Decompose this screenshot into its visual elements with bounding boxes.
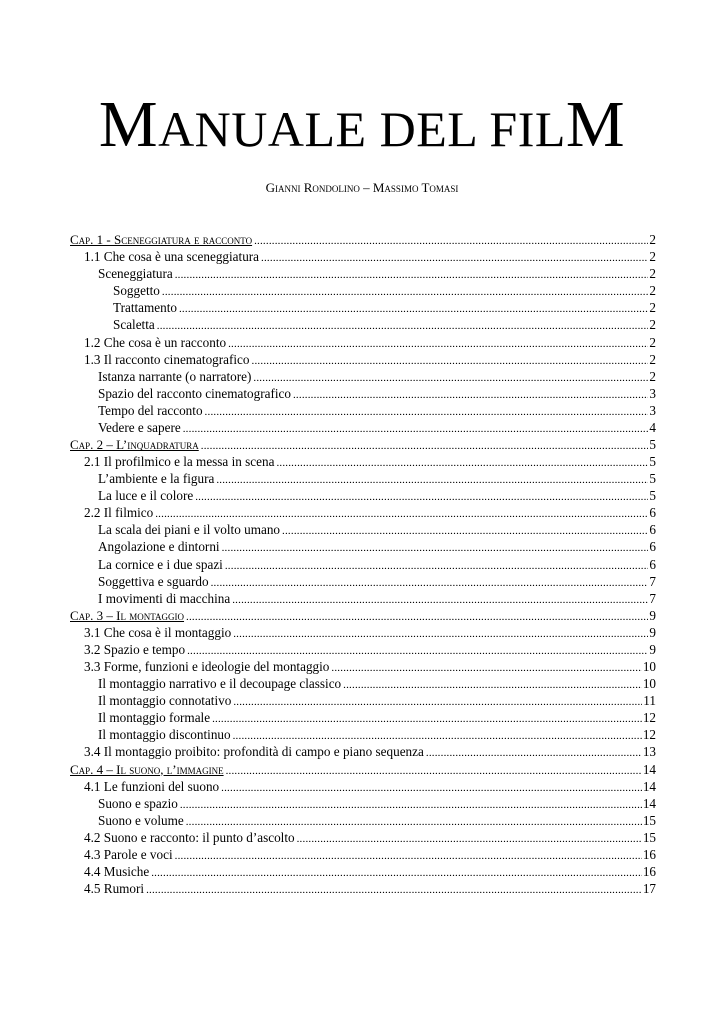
toc-page-number: 12	[642, 727, 656, 743]
toc-page-number: 11	[643, 693, 656, 709]
toc-dot-leader	[162, 284, 649, 296]
toc-entry-title: Sceneggiatura	[98, 266, 173, 282]
toc-entry-title: Istanza narrante (o narratore)	[98, 368, 252, 384]
table-of-contents	[70, 230, 656, 896]
toc-entry[interactable]	[70, 742, 656, 759]
toc-entry[interactable]	[70, 674, 656, 691]
toc-entry[interactable]	[70, 845, 656, 862]
toc-entry-title: 3.2 Spazio e tempo	[84, 641, 186, 657]
toc-entry-title: Il montaggio narrativo e il decoupage classico	[98, 676, 342, 692]
toc-entry[interactable]	[70, 725, 656, 742]
toc-entry[interactable]	[70, 315, 656, 332]
toc-page-number: 3	[649, 385, 656, 401]
toc-dot-leader	[216, 472, 648, 484]
toc-entry[interactable]	[70, 640, 656, 657]
toc-page-number: 7	[649, 590, 656, 606]
toc-page-number: 2	[649, 249, 656, 265]
toc-page-number: 16	[642, 846, 656, 862]
toc-entry[interactable]	[70, 589, 656, 606]
toc-dot-leader	[252, 353, 649, 365]
toc-page-number: 2	[649, 232, 656, 248]
toc-entry-title: La scala dei piani e il volto umano	[98, 522, 281, 538]
toc-dot-leader	[222, 540, 649, 552]
toc-chapter-entry[interactable]	[70, 435, 656, 452]
toc-dot-leader	[226, 763, 642, 775]
toc-entry[interactable]	[70, 486, 656, 503]
toc-dot-leader	[151, 865, 642, 877]
toc-page-number: 9	[649, 607, 656, 623]
toc-dot-leader	[187, 643, 648, 655]
toc-dot-leader	[233, 728, 642, 740]
toc-page-number: 2	[649, 317, 656, 333]
toc-dot-leader	[233, 694, 642, 706]
toc-entry[interactable]	[70, 384, 656, 401]
toc-dot-leader	[228, 336, 648, 348]
toc-entry[interactable]	[70, 298, 656, 315]
toc-entry-title: 1.3 Il racconto cinematografico	[84, 351, 250, 367]
toc-entry[interactable]	[70, 401, 656, 418]
toc-chapter-entry[interactable]	[70, 759, 656, 776]
toc-dot-leader	[211, 575, 649, 587]
toc-dot-leader	[426, 745, 642, 757]
toc-dot-leader	[155, 506, 648, 518]
toc-page-number: 6	[649, 539, 656, 555]
toc-page-number: 10	[642, 659, 656, 675]
toc-entry[interactable]	[70, 879, 656, 896]
toc-entry-title: Angolazione e dintorni	[98, 539, 220, 555]
toc-entry[interactable]	[70, 623, 656, 640]
toc-page-number: 16	[642, 863, 656, 879]
toc-page-number: 5	[649, 454, 656, 470]
toc-dot-leader	[293, 387, 648, 399]
toc-entry[interactable]	[70, 247, 656, 264]
toc-page-number: 6	[649, 505, 656, 521]
toc-page-number: 14	[642, 761, 656, 777]
toc-page-number: 5	[649, 488, 656, 504]
toc-chapter-entry[interactable]	[70, 606, 656, 623]
toc-entry-title: 4.2 Suono e racconto: il punto d’ascolto	[84, 829, 295, 845]
toc-page-number: 9	[649, 624, 656, 640]
toc-page-number: 5	[649, 437, 656, 453]
toc-entry-title: Suono e spazio	[98, 795, 178, 811]
toc-entry-title: 4.4 Musiche	[84, 863, 150, 879]
toc-page-number: 14	[642, 778, 656, 794]
toc-dot-leader	[261, 250, 648, 262]
toc-entry[interactable]	[70, 811, 656, 828]
toc-page-number: 2	[649, 266, 656, 282]
toc-page-number: 15	[642, 812, 656, 828]
toc-entry-title: Cap. 1 - Sceneggiatura e racconto	[70, 232, 253, 248]
toc-entry-title: Suono e volume	[98, 812, 184, 828]
toc-dot-leader	[253, 370, 648, 382]
toc-entry-title: 3.4 Il montaggio proibito: profondità di campo e piano sequenza	[84, 744, 424, 760]
toc-dot-leader	[146, 882, 642, 894]
toc-entry[interactable]	[70, 452, 656, 469]
toc-page-number: 10	[642, 676, 656, 692]
toc-entry[interactable]	[70, 418, 656, 435]
toc-page-number: 15	[642, 829, 656, 845]
toc-page-number: 2	[649, 351, 656, 367]
toc-entry-title: Soggettiva e sguardo	[98, 573, 209, 589]
toc-entry-title: Cap. 2 – L’inquadratura	[70, 437, 199, 453]
toc-entry[interactable]	[70, 469, 656, 486]
toc-entry[interactable]	[70, 777, 656, 794]
toc-dot-leader	[179, 301, 648, 313]
toc-page-number: 7	[649, 573, 656, 589]
toc-page-number: 5	[649, 471, 656, 487]
title-final: M	[565, 88, 626, 161]
toc-entry-title: 1.2 Che cosa è un racconto	[84, 334, 227, 350]
toc-entry[interactable]	[70, 862, 656, 879]
toc-entry-title: 4.3 Parole e voci	[84, 846, 173, 862]
toc-chapter-entry[interactable]	[70, 230, 656, 247]
toc-dot-leader	[233, 626, 648, 638]
toc-entry[interactable]	[70, 520, 656, 537]
title-initial: M	[98, 88, 159, 161]
toc-dot-leader	[282, 523, 648, 535]
toc-entry[interactable]	[70, 554, 656, 571]
toc-entry[interactable]	[70, 657, 656, 674]
toc-entry-title: 3.1 Che cosa è il montaggio	[84, 624, 232, 640]
toc-entry-title: Scaletta	[113, 317, 155, 333]
toc-dot-leader	[254, 233, 648, 245]
toc-dot-leader	[183, 421, 649, 433]
toc-page-number: 17	[642, 881, 656, 897]
toc-dot-leader	[195, 489, 648, 501]
toc-dot-leader	[180, 797, 642, 809]
toc-entry-title: Vedere e sapere	[98, 419, 181, 435]
toc-dot-leader	[221, 780, 642, 792]
toc-page-number: 2	[649, 300, 656, 316]
document-authors: Gianni Rondolino – Massimo Tomasi	[265, 180, 459, 195]
toc-page-number: 13	[642, 744, 656, 760]
toc-page-number: 6	[649, 522, 656, 538]
toc-dot-leader	[232, 592, 648, 604]
toc-dot-leader	[186, 814, 642, 826]
toc-entry[interactable]	[70, 367, 656, 384]
toc-entry-title: Il montaggio connotativo	[98, 693, 232, 709]
toc-entry-title: 2.2 Il filmico	[84, 505, 154, 521]
toc-entry-title: Tempo del racconto	[98, 402, 203, 418]
toc-entry[interactable]	[70, 350, 656, 367]
toc-dot-leader	[175, 848, 642, 860]
toc-entry[interactable]	[70, 691, 656, 708]
toc-dot-leader	[186, 609, 648, 621]
toc-dot-leader	[205, 404, 649, 416]
toc-dot-leader	[297, 831, 642, 843]
toc-page-number: 9	[649, 641, 656, 657]
toc-page-number: 12	[642, 710, 656, 726]
toc-entry-title: La luce e il colore	[98, 488, 194, 504]
toc-entry[interactable]	[70, 794, 656, 811]
toc-entry[interactable]	[70, 281, 656, 298]
toc-dot-leader	[175, 267, 649, 279]
toc-entry-title: 2.1 Il profilmico e la messa in scena	[84, 454, 275, 470]
toc-entry-title: Cap. 3 – Il montaggio	[70, 607, 185, 623]
document-title	[0, 88, 724, 161]
toc-dot-leader	[225, 558, 649, 570]
toc-dot-leader	[331, 660, 641, 672]
toc-entry-title: Soggetto	[113, 283, 160, 299]
toc-entry[interactable]	[70, 332, 656, 349]
toc-entry[interactable]	[70, 264, 656, 281]
toc-entry-title: L’ambiente e la figura	[98, 471, 215, 487]
toc-entry-title: La cornice e i due spazi	[98, 556, 223, 572]
toc-page-number: 2	[649, 283, 656, 299]
toc-entry-title: 4.5 Rumori	[84, 881, 145, 897]
toc-entry-title: Il montaggio discontinuo	[98, 727, 231, 743]
toc-page-number: 2	[649, 334, 656, 350]
toc-entry[interactable]	[70, 828, 656, 845]
toc-page-number: 14	[642, 795, 656, 811]
title-middle: ANUALE DEL FIL	[158, 101, 566, 157]
toc-entry-title: Il montaggio formale	[98, 710, 211, 726]
toc-page-number: 4	[649, 419, 656, 435]
toc-entry[interactable]	[70, 708, 656, 725]
toc-entry-title: 4.1 Le funzioni del suono	[84, 778, 220, 794]
toc-dot-leader	[201, 438, 649, 450]
toc-entry[interactable]	[70, 503, 656, 520]
toc-entry-title: 3.3 Forme, funzioni e ideologie del montaggio	[84, 659, 330, 675]
toc-entry-title: 1.1 Che cosa è una sceneggiatura	[84, 249, 260, 265]
toc-entry-title: Cap. 4 – Il suono, l’immagine	[70, 761, 224, 777]
toc-page-number: 3	[649, 402, 656, 418]
toc-page-number: 6	[649, 556, 656, 572]
toc-entry-title: Spazio del racconto cinematografico	[98, 385, 291, 401]
toc-entry-title: I movimenti di macchina	[98, 590, 231, 606]
toc-dot-leader	[276, 455, 648, 467]
toc-entry[interactable]	[70, 572, 656, 589]
toc-entry[interactable]	[70, 537, 656, 554]
toc-page-number: 2	[649, 368, 656, 384]
toc-dot-leader	[157, 318, 649, 330]
toc-dot-leader	[343, 677, 642, 689]
toc-dot-leader	[212, 711, 642, 723]
toc-entry-title: Trattamento	[113, 300, 177, 316]
